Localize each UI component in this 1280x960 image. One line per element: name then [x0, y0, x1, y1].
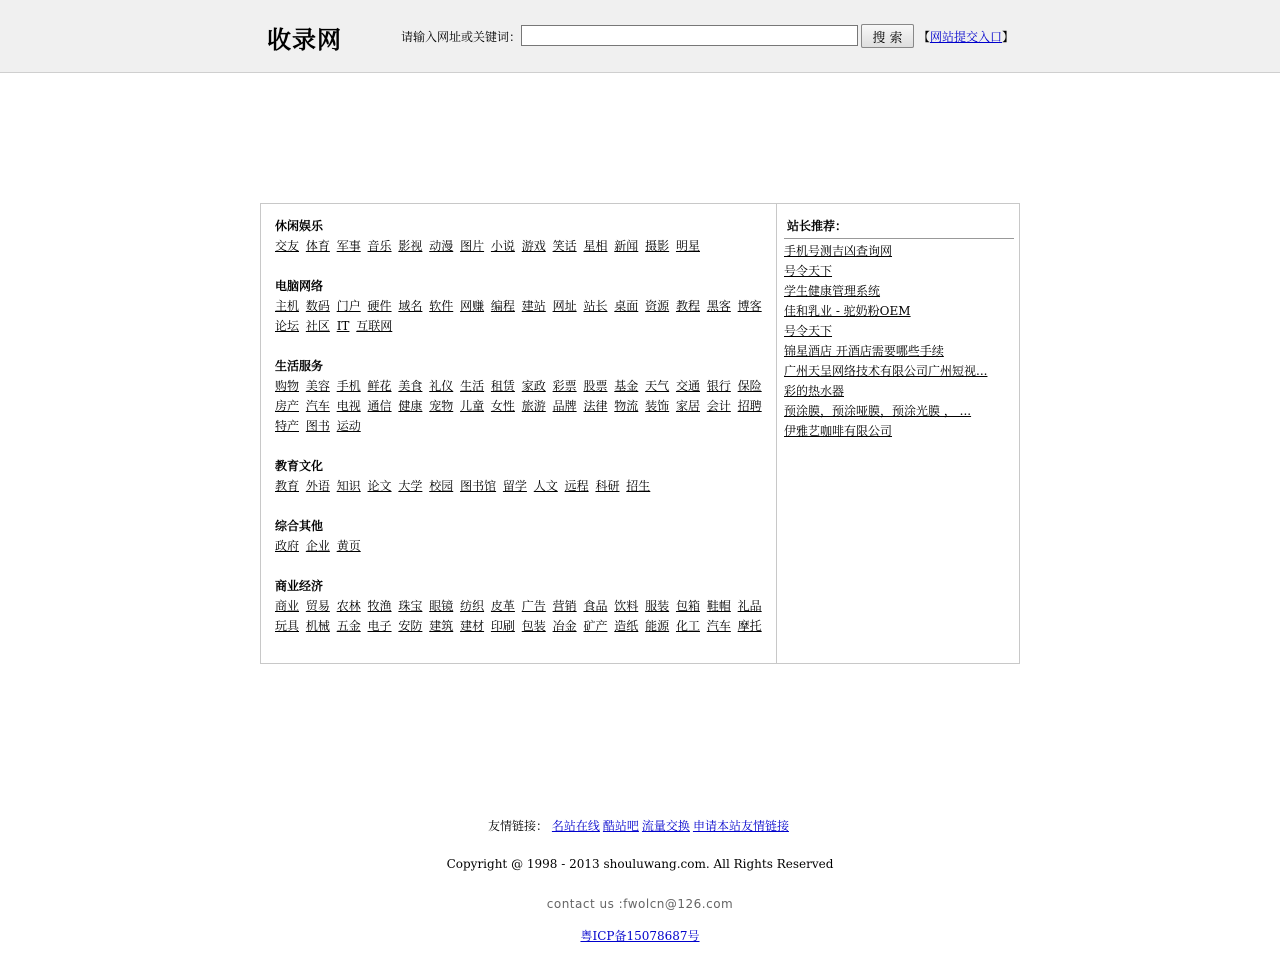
category-link[interactable]: 汽车: [305, 399, 330, 413]
category-link[interactable]: 品牌: [552, 399, 577, 413]
friend-link[interactable]: 流量交换: [641, 819, 690, 833]
recommend-item: [784, 341, 1013, 361]
category-link[interactable]: 博客: [737, 299, 762, 313]
category-link[interactable]: 礼品: [737, 599, 762, 613]
category-link[interactable]: 基金: [614, 379, 639, 393]
category-column: [261, 204, 777, 663]
category-link[interactable]: 五金: [336, 619, 361, 633]
category-link[interactable]: 眼镜: [429, 599, 454, 613]
category-title: 生活服务: [275, 359, 324, 373]
category-link[interactable]: 网赚: [460, 299, 485, 313]
category-link[interactable]: 摩托: [737, 619, 762, 633]
icp-link[interactable]: 粤ICP备15078687号: [580, 929, 700, 943]
friend-link[interactable]: 申请本站友情链接: [692, 819, 789, 833]
category-link[interactable]: 政府: [275, 539, 300, 553]
category-link[interactable]: 天气: [645, 379, 670, 393]
recommend-item: [784, 381, 1013, 401]
category-link[interactable]: 礼仪: [429, 379, 454, 393]
category-link[interactable]: 动漫: [429, 239, 454, 253]
recommend-link[interactable]: 彩的热水器: [784, 384, 845, 398]
category-link[interactable]: 笑话: [552, 239, 577, 253]
category-link[interactable]: 明星: [675, 239, 700, 253]
category-link[interactable]: 教育: [275, 479, 300, 493]
category-links: [275, 236, 767, 256]
category-link[interactable]: 影视: [398, 239, 423, 253]
category-link[interactable]: 校园: [429, 479, 454, 493]
category-title: 商业经济: [275, 579, 324, 593]
bracket-open: 【: [918, 30, 931, 44]
category-link[interactable]: 健康: [398, 399, 423, 413]
category-link[interactable]: 知识: [336, 479, 361, 493]
recommend-list: [784, 241, 1013, 441]
category-link[interactable]: 皮革: [490, 599, 515, 613]
category-link[interactable]: 牧渔: [367, 599, 392, 613]
category-link[interactable]: 资源: [645, 299, 670, 313]
category-links: [275, 476, 767, 496]
recommend-link[interactable]: 学生健康管理系统: [784, 284, 881, 298]
category-link[interactable]: 交通: [675, 379, 700, 393]
category-link[interactable]: 大学: [398, 479, 423, 493]
recommend-link[interactable]: 手机号测吉凶查询网: [784, 244, 893, 258]
recommend-link[interactable]: 伊雅艺咖啡有限公司: [784, 424, 893, 438]
category-link[interactable]: 留学: [502, 479, 527, 493]
category-link[interactable]: 商业: [275, 599, 300, 613]
category-link[interactable]: 外语: [305, 479, 330, 493]
recommend-link[interactable]: 号令天下: [784, 264, 833, 278]
category-link[interactable]: 硬件: [367, 299, 392, 313]
category-block: [275, 216, 776, 256]
category-link[interactable]: 鞋帽: [706, 599, 731, 613]
category-link[interactable]: 美容: [305, 379, 330, 393]
category-link[interactable]: 保险: [737, 379, 762, 393]
category-link[interactable]: 印刷: [490, 619, 515, 633]
recommend-item: [784, 301, 1013, 321]
recommend-link[interactable]: 广州天呈网络技术有限公司广州短视...: [784, 364, 988, 378]
category-link[interactable]: 房产: [275, 399, 300, 413]
recommend-item: [784, 421, 1013, 441]
recommend-link[interactable]: 佳和乳业 - 驼奶粉OEM: [784, 304, 911, 318]
category-link[interactable]: 论坛: [275, 319, 300, 333]
category-link[interactable]: 电视: [336, 399, 361, 413]
category-link[interactable]: 小说: [490, 239, 515, 253]
friend-links: [0, 817, 1280, 834]
category-link[interactable]: 女性: [490, 399, 515, 413]
recommend-column: [778, 204, 1019, 663]
category-link[interactable]: 军事: [336, 239, 361, 253]
category-link[interactable]: 体育: [305, 239, 330, 253]
category-link[interactable]: 教程: [675, 299, 700, 313]
category-link[interactable]: 汽车: [706, 619, 731, 633]
recommend-divider: [784, 238, 1014, 239]
category-link[interactable]: 珠宝: [398, 599, 423, 613]
category-link[interactable]: 电子: [367, 619, 392, 633]
recommend-item: [784, 401, 1013, 421]
recommend-item: [784, 321, 1013, 341]
category-link[interactable]: 家政: [521, 379, 546, 393]
category-link[interactable]: 桌面: [614, 299, 639, 313]
category-link[interactable]: 广告: [521, 599, 546, 613]
category-link[interactable]: 摄影: [645, 239, 670, 253]
category-link[interactable]: 饮料: [614, 599, 639, 613]
category-link[interactable]: 购物: [275, 379, 300, 393]
category-link[interactable]: 图片: [460, 239, 485, 253]
category-link[interactable]: 主机: [275, 299, 300, 313]
category-links: [275, 596, 767, 636]
site-logo[interactable]: 收录网: [267, 26, 342, 54]
directory-box: [260, 203, 1020, 664]
category-link[interactable]: 服装: [645, 599, 670, 613]
category-link[interactable]: 网址: [552, 299, 577, 313]
category-link[interactable]: 新闻: [614, 239, 639, 253]
category-link[interactable]: 会计: [706, 399, 731, 413]
icp-record: [0, 927, 1280, 944]
category-link[interactable]: 玩具: [275, 619, 300, 633]
category-link[interactable]: 通信: [367, 399, 392, 413]
recommend-item: [784, 281, 1013, 301]
category-link[interactable]: 银行: [706, 379, 731, 393]
recommend-item: [784, 261, 1013, 281]
category-link[interactable]: 农林: [336, 599, 361, 613]
category-title: 教育文化: [275, 459, 324, 473]
category-link[interactable]: 游戏: [521, 239, 546, 253]
category-link[interactable]: 软件: [429, 299, 454, 313]
category-link[interactable]: 手机: [336, 379, 361, 393]
category-link[interactable]: 旅游: [521, 399, 546, 413]
recommend-link[interactable]: 号令天下: [784, 324, 833, 338]
category-block: [275, 356, 776, 436]
category-link[interactable]: 远程: [564, 479, 589, 493]
category-link[interactable]: 图书: [305, 419, 330, 433]
category-link[interactable]: 食品: [583, 599, 608, 613]
category-link[interactable]: 黄页: [336, 539, 361, 553]
category-link[interactable]: 编程: [490, 299, 515, 313]
category-link[interactable]: 能源: [645, 619, 670, 633]
category-link[interactable]: 音乐: [367, 239, 392, 253]
submit-link-wrap: [918, 28, 1014, 45]
friend-link[interactable]: 酷站吧: [602, 819, 639, 833]
friend-links-label: 友情链接：: [488, 819, 549, 833]
friend-link[interactable]: 名站在线: [551, 819, 600, 833]
category-link[interactable]: 安防: [398, 619, 423, 633]
category-link[interactable]: 域名: [398, 299, 423, 313]
category-link[interactable]: 科研: [595, 479, 620, 493]
category-link[interactable]: 数码: [305, 299, 330, 313]
category-link[interactable]: 化工: [675, 619, 700, 633]
category-links: [275, 296, 767, 336]
category-link[interactable]: 黑客: [706, 299, 731, 313]
search-button[interactable]: 搜 索: [861, 24, 914, 48]
search-input[interactable]: [521, 25, 858, 46]
category-links: [275, 536, 767, 556]
category-link[interactable]: 论文: [367, 479, 392, 493]
category-link[interactable]: 建站: [521, 299, 546, 313]
category-link[interactable]: 招聘: [737, 399, 762, 413]
category-link[interactable]: 星相: [583, 239, 608, 253]
category-link[interactable]: 建筑: [429, 619, 454, 633]
category-link[interactable]: 宠物: [429, 399, 454, 413]
category-link[interactable]: 交友: [275, 239, 300, 253]
category-link[interactable]: 机械: [305, 619, 330, 633]
category-link[interactable]: 鲜花: [367, 379, 392, 393]
search-label: 请输入网址或关键词：: [401, 30, 522, 44]
bracket-close: 】: [1002, 30, 1015, 44]
category-link[interactable]: 冶金: [552, 619, 577, 633]
category-link[interactable]: 互联网: [356, 319, 393, 333]
category-block: [275, 576, 776, 636]
category-link[interactable]: 图书馆: [460, 479, 497, 493]
category-link[interactable]: 股票: [583, 379, 608, 393]
category-link[interactable]: 社区: [305, 319, 330, 333]
recommend-item: [784, 361, 1013, 381]
recommend-title: 站长推荐：: [787, 219, 848, 233]
category-link[interactable]: 矿产: [583, 619, 608, 633]
category-link[interactable]: 纺织: [460, 599, 485, 613]
category-block: [275, 456, 776, 496]
category-link[interactable]: 营销: [552, 599, 577, 613]
category-block: [275, 276, 776, 336]
category-link[interactable]: 法律: [583, 399, 608, 413]
category-link[interactable]: 站长: [583, 299, 608, 313]
category-link[interactable]: 包装: [521, 619, 546, 633]
category-block: [275, 516, 776, 556]
copyright-text: Copyright @ 1998 - 2013 shouluwang.com. All Rights Reserved: [446, 857, 834, 871]
category-link[interactable]: 儿童: [460, 399, 485, 413]
category-link[interactable]: 企业: [305, 539, 330, 553]
header-bar: [0, 0, 1280, 73]
category-links: [275, 376, 767, 436]
category-link[interactable]: 租赁: [490, 379, 515, 393]
contact-email-image: contact us :fwolcn@126.com: [546, 897, 734, 911]
category-link[interactable]: 特产: [275, 419, 300, 433]
recommend-link[interactable]: 预涂膜，预涂哑膜，预涂光膜 ， ...: [784, 404, 972, 418]
category-link[interactable]: 门户: [336, 299, 361, 313]
category-link[interactable]: 建材: [460, 619, 485, 633]
category-link[interactable]: 生活: [460, 379, 485, 393]
category-link[interactable]: 彩票: [552, 379, 577, 393]
site-submit-link[interactable]: 网站提交入口: [930, 30, 1003, 44]
recommend-item: [784, 241, 1013, 261]
category-link[interactable]: 招生: [626, 479, 651, 493]
category-title: 综合其他: [275, 519, 324, 533]
category-link[interactable]: 装饰: [645, 399, 670, 413]
category-title: 休闲娱乐: [275, 219, 324, 233]
category-link[interactable]: 美食: [398, 379, 423, 393]
category-link[interactable]: 物流: [614, 399, 639, 413]
category-link[interactable]: IT: [336, 319, 350, 333]
recommend-link[interactable]: 锦星酒店 开酒店需要哪些手续: [784, 344, 944, 358]
category-link[interactable]: 造纸: [614, 619, 639, 633]
category-link[interactable]: 运动: [336, 419, 361, 433]
category-link[interactable]: 人文: [533, 479, 558, 493]
category-link[interactable]: 包箱: [675, 599, 700, 613]
category-link[interactable]: 家居: [675, 399, 700, 413]
category-title: 电脑网络: [275, 279, 324, 293]
category-link[interactable]: 贸易: [305, 599, 330, 613]
